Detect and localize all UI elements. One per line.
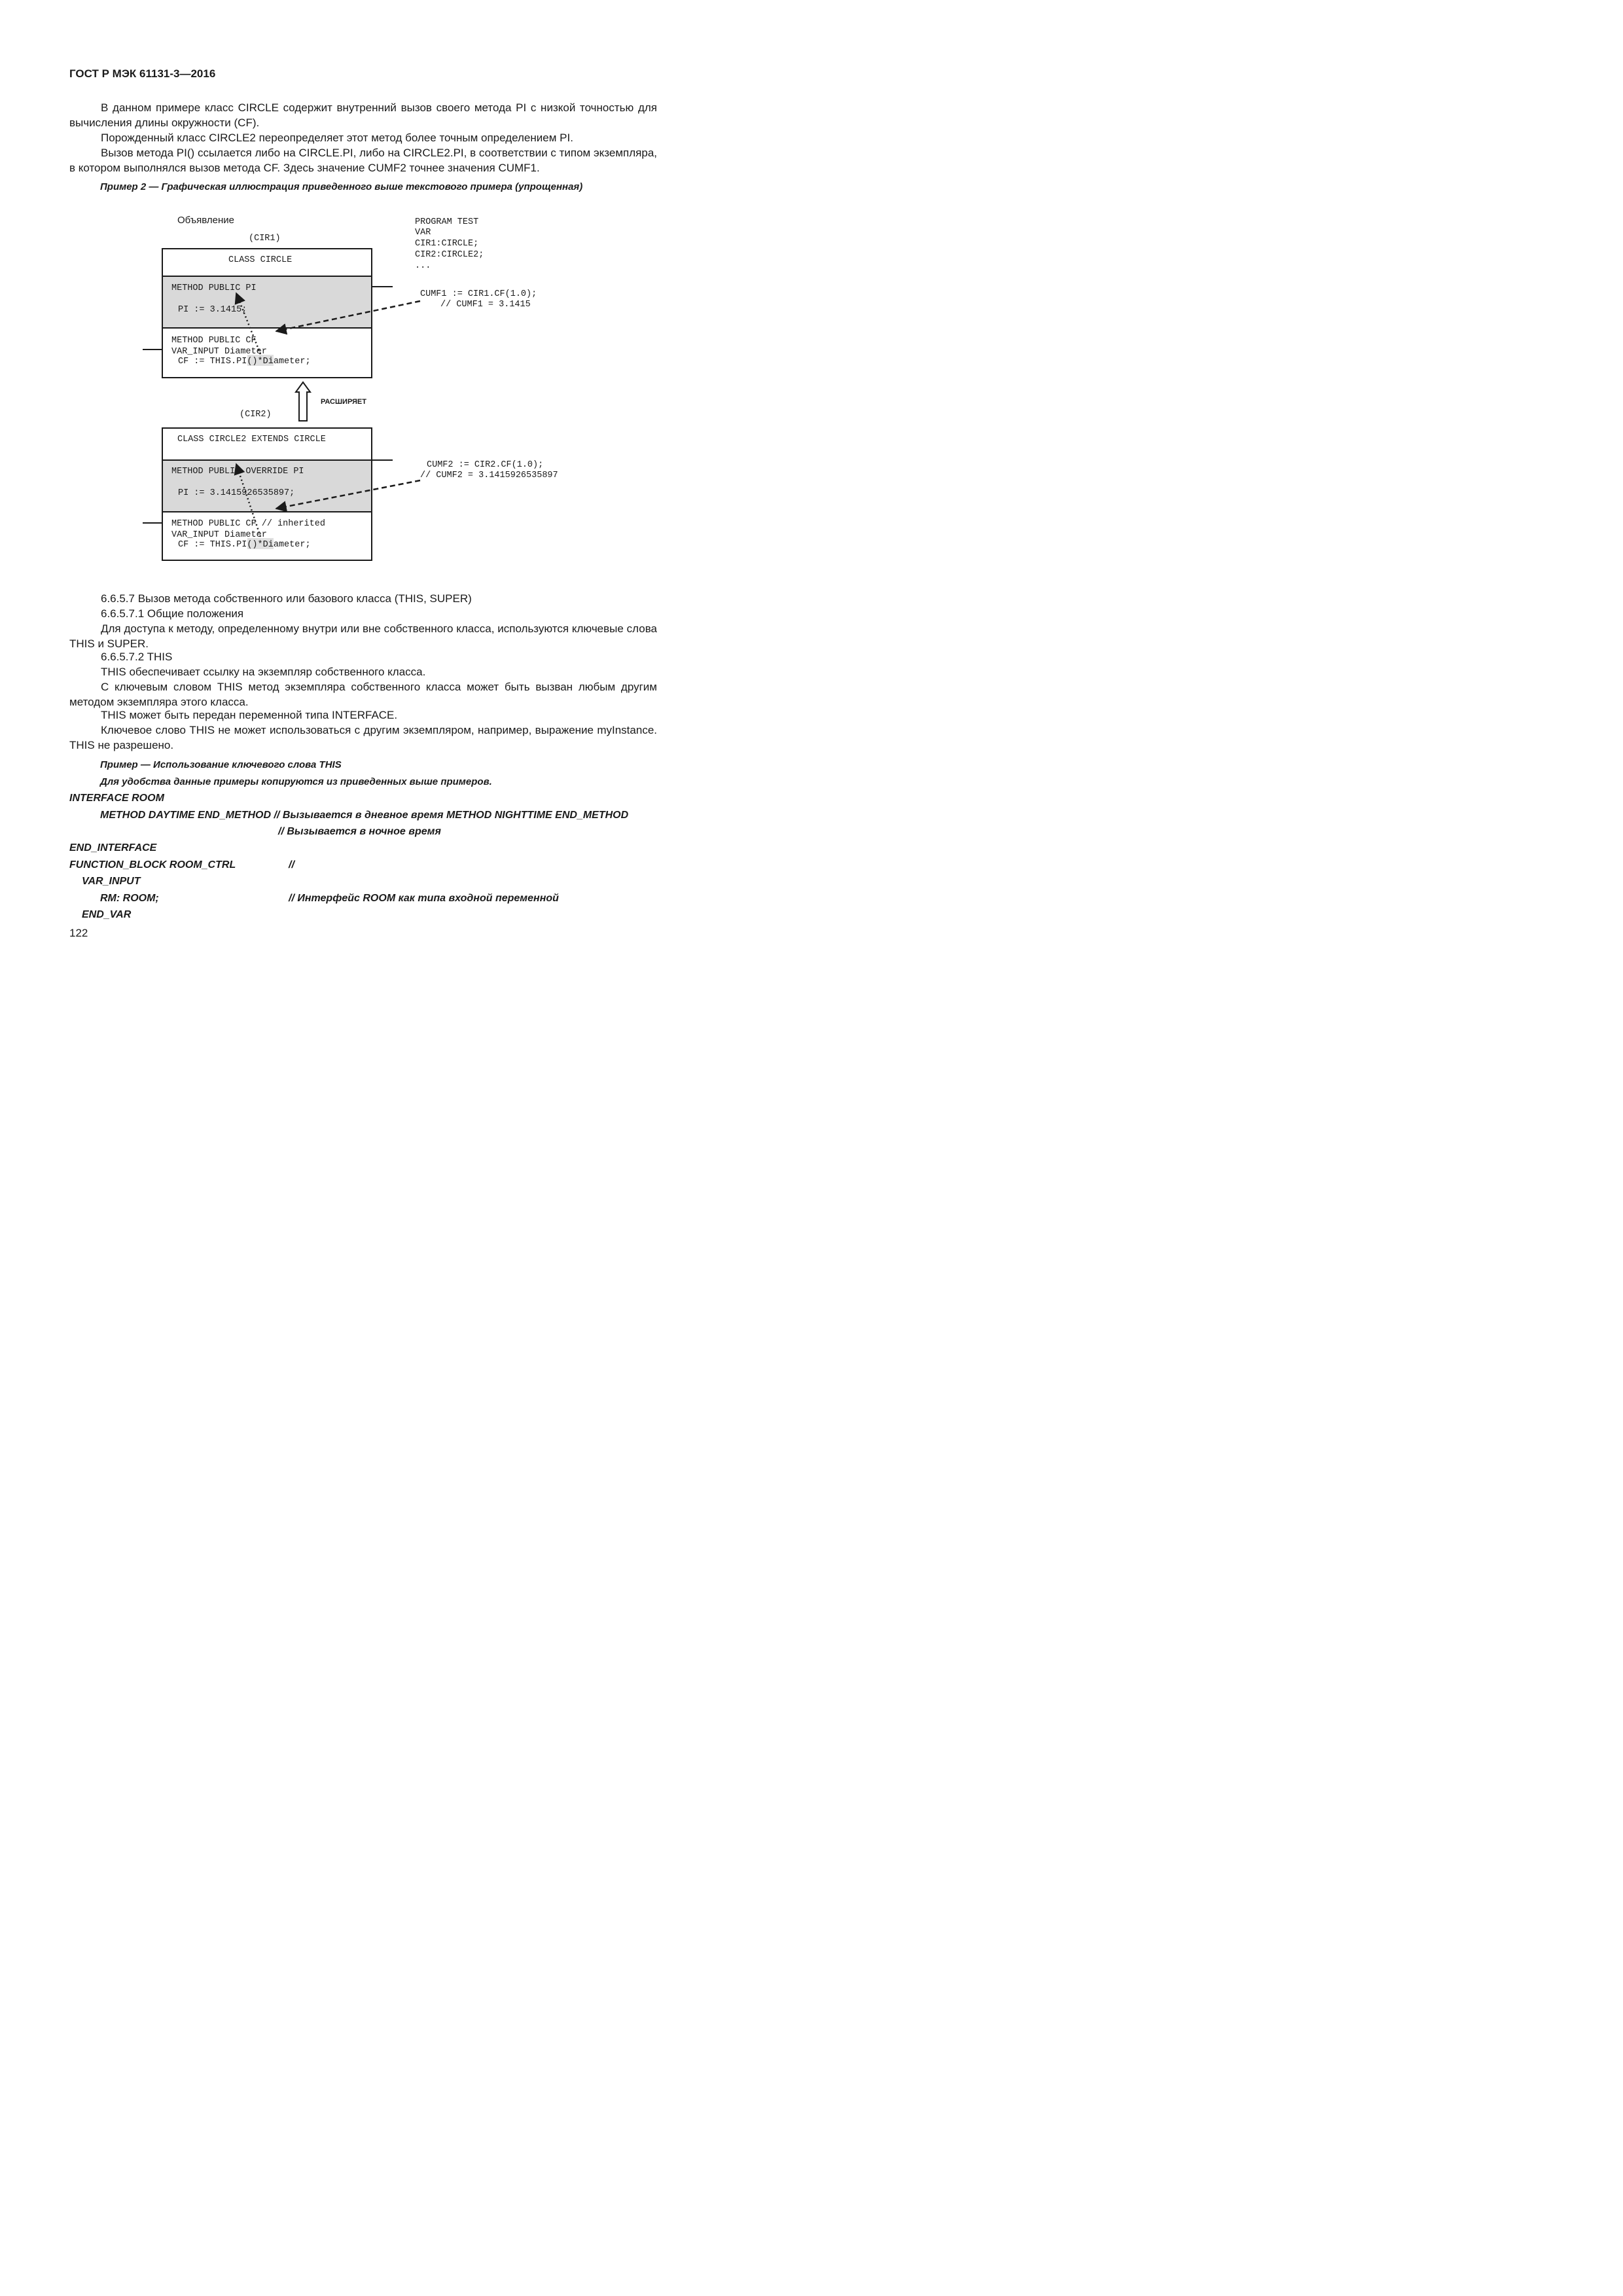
example-3-caption: Пример — Использование ключевого слова THIS: [100, 759, 342, 770]
extends-arrow-icon: [296, 382, 310, 421]
program-line: CIR2:CIRCLE2;: [415, 250, 484, 260]
cf-body-prefix: CF := THIS.: [178, 357, 237, 367]
class-circle2-box: [143, 428, 393, 560]
class-circle2-cf-method: METHOD PUBLIC CF // inherited: [171, 519, 325, 529]
program-line: CIR1:CIRCLE;: [415, 239, 479, 249]
cumf1-result-comment: // CUMF1 = 3.1415: [440, 300, 531, 310]
section-heading: 6.6.5.7 Вызов метода собственного или базового класса (THIS, SUPER): [101, 592, 472, 605]
class-circle2-pi-method: METHOD PUBLIC OVERRIDE PI: [171, 467, 304, 476]
class-circle-pi-assign: PI := 3.1415;: [178, 305, 247, 315]
page-number: 122: [69, 927, 88, 939]
intro-paragraph-2: Порожденный класс CIRCLE2 переопределяет этот метод более точным определением PI.: [101, 132, 573, 144]
program-declaration: [415, 217, 484, 271]
class-circle-cf-input: VAR_INPUT Diameter: [171, 347, 267, 357]
section-paragraph-3: С ключевым словом THIS метод экземпляра собственного класса может быть вызван любым другим методом экземпляра этого класса.: [69, 681, 657, 708]
class-circle-pi-method: METHOD PUBLIC PI: [171, 283, 257, 293]
code-comment: // Интерфейс ROOM как типа входной переменной: [289, 893, 559, 904]
class-circle2-pi-assign: PI := 3.1415926535897;: [178, 488, 295, 498]
document-header: ГОСТ Р МЭК 61131-3—2016: [69, 67, 216, 80]
cf-body-pi-call: PI(): [236, 357, 258, 367]
class-circle-title: CLASS CIRCLE: [228, 255, 293, 265]
code-line: END_INTERFACE: [69, 842, 157, 853]
example-3-note: Для удобства данные примеры копируются из приведенных выше примеров.: [100, 776, 492, 787]
code-line: INTERFACE ROOM: [69, 793, 164, 804]
code-line: VAR_INPUT: [82, 876, 141, 887]
program-line: VAR: [415, 228, 431, 238]
cumf2-call: CUMF2 := CIR2.CF(1.0);: [427, 460, 544, 470]
example-2-caption: Пример 2 — Графическая иллюстрация приведенного выше текстового примера (упрощенная): [100, 181, 583, 192]
class-diagram: [0, 0, 722, 589]
subsection-heading-this: 6.6.5.7.2 THIS: [101, 651, 173, 663]
class-circle2-cf-body: [178, 540, 311, 550]
program-line: ...: [415, 261, 431, 271]
cf-body-pi-call: PI(): [236, 540, 258, 550]
cir2-label: (CIR2): [240, 410, 272, 420]
code-line: END_VAR: [82, 909, 132, 920]
section-paragraph-2: THIS обеспечивает ссылку на экземпляр собственного класса.: [101, 666, 426, 678]
code-line: FUNCTION_BLOCK ROOM_CTRL: [69, 859, 236, 870]
class-circle-box: [143, 249, 393, 378]
intro-paragraph-1: В данном примере класс CIRCLE содержит внутренний вызов своего метода PI с низкой точностью для вычисления длины окружности (CF).: [69, 101, 657, 129]
class-circle2-title: CLASS CIRCLE2 EXTENDS CIRCLE: [177, 435, 326, 444]
section-paragraph-1: Для доступа к методу, определенному внутри или вне собственного класса, используются ключевые слова THIS и SUPER.: [69, 622, 657, 650]
cf-body-suffix: *Diameter;: [257, 540, 311, 550]
cf-body-prefix: CF := THIS.: [178, 540, 237, 550]
intro-paragraph-3: Вызов метода PI() ссылается либо на CIRCLE.PI, либо на CIRCLE2.PI, в соответствии с типом экземпляра, в котором выполнялся вызов метода CF. Здесь значение CUMF2 точнее значения CUMF1.: [69, 147, 657, 174]
section-paragraph-5: Ключевое слово THIS не может использоваться с другим экземпляром, например, выражение myInstance. THIS не разрешено.: [69, 724, 657, 751]
code-line: METHOD DAYTIME END_METHOD // Вызывается в дневное время METHOD NIGHTTIME END_METHOD: [100, 810, 629, 821]
class-circle-cf-body: [178, 357, 311, 367]
program-line: PROGRAM TEST: [415, 217, 479, 227]
cir1-label: (CIR1): [249, 234, 281, 243]
cumf1-call: CUMF1 := CIR1.CF(1.0);: [420, 289, 537, 299]
class-circle-cf-method: METHOD PUBLIC CF: [171, 336, 257, 346]
extends-label: РАСШИРЯЕТ: [321, 398, 366, 406]
code-line: // Вызывается в ночное время: [278, 826, 441, 837]
code-line: RM: ROOM;: [100, 893, 159, 904]
cf-body-suffix: *Diameter;: [257, 357, 311, 367]
code-comment: //: [289, 859, 294, 870]
section-paragraph-4: THIS может быть передан переменной типа INTERFACE.: [101, 709, 398, 721]
declaration-label: Объявление: [177, 215, 234, 226]
subsection-heading-general: 6.6.5.7.1 Общие положения: [101, 607, 244, 620]
cumf2-result-comment: // CUMF2 = 3.1415926535897: [420, 471, 558, 480]
class-circle2-cf-input: VAR_INPUT Diameter: [171, 530, 267, 540]
